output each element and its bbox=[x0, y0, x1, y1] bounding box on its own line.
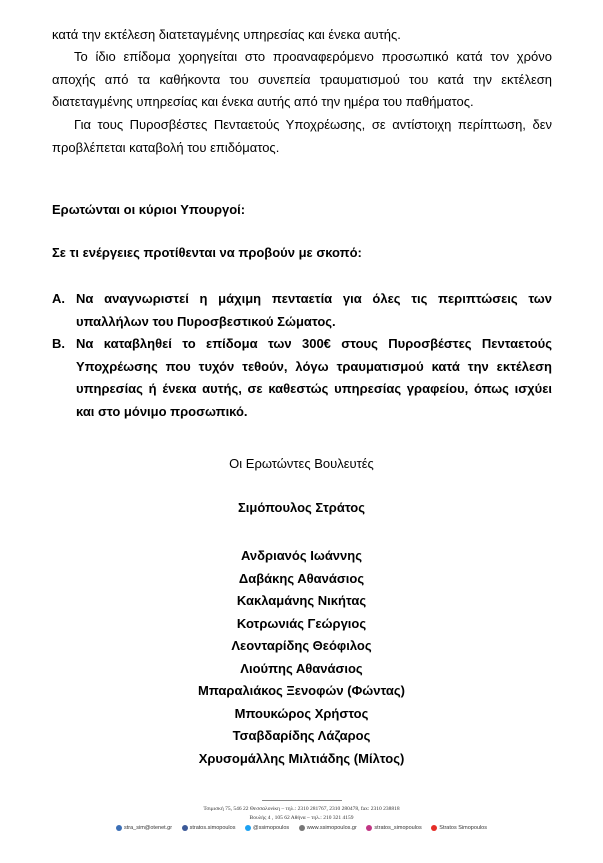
signatory-name: Μπαραλιάκος Ξενοφών (Φώντας) bbox=[198, 683, 405, 698]
signatory-name: Χρυσομάλλης Μιλτιάδης (Μίλτος) bbox=[198, 750, 405, 766]
footer-email-label: stra_sim@otenet.gr bbox=[124, 825, 173, 832]
paragraph-3: Για τους Πυροσβέστες Πενταετούς Υποχρέωσης, σε αντίστοιχη περίπτωση, δεν προβλέπεται καταβολή του επιδόματος. bbox=[52, 117, 552, 155]
footer-address-thessaloniki: Τσιμισκή 75, 546 22 Θεσσαλονίκη – τηλ.: 2310 281767, 2310 280478, fax: 2310 238818 bbox=[203, 806, 400, 812]
footer-address-athens: Βουλής 4 , 105 62 Αθήνα – τηλ.: 210 321 4159 bbox=[249, 815, 354, 821]
footer-instagram-link[interactable] bbox=[366, 825, 421, 831]
facebook-icon bbox=[182, 825, 188, 831]
footer-divider bbox=[262, 800, 342, 801]
youtube-icon bbox=[431, 825, 437, 831]
list-item bbox=[52, 288, 552, 333]
list-item bbox=[52, 333, 552, 423]
questions-heading: Ερωτώνται οι κύριοι Υπουργοί: bbox=[52, 202, 246, 217]
footer-twitter-link[interactable] bbox=[245, 825, 289, 831]
signatories-list bbox=[0, 545, 603, 770]
footer-twitter-label: @ssimopoulos bbox=[253, 825, 290, 832]
signatory-name: Ανδριανός Ιωάννης bbox=[241, 548, 362, 563]
web-icon bbox=[299, 825, 305, 831]
footer-email-link[interactable] bbox=[116, 825, 172, 831]
footer-website-label: www.ssimopoulos.gr bbox=[306, 825, 357, 832]
list-item-text: Να καταβληθεί το επίδομα των 300€ στους Πυροσβέστες Πενταετούς Υποχρέωσης που τυχόν τεθούν, λόγω τραυματισμού κατά την εκτέλεση υπηρεσίας ή ένεκα αυτής, σε καθεστώς υπηρεσίας γραφείου, όπως ισχύει και στο μόνιμο προσωπικό. bbox=[76, 336, 552, 419]
signatory-name: Κοτρωνιάς Γεώργιος bbox=[236, 615, 367, 631]
footer-website-link[interactable] bbox=[299, 825, 357, 831]
footer-youtube-link[interactable] bbox=[431, 825, 487, 831]
signatory-name: Λεονταρίδης Θεόφιλος bbox=[231, 638, 372, 653]
footer-facebook-label: stratos.simopoulos bbox=[189, 825, 236, 832]
list-marker: B. bbox=[52, 336, 65, 351]
list-item-text: Να αναγνωριστεί η μάχιμη πενταετία για όλες τις περιπτώσεις των υπαλλήλων του Πυροσβεστικού Σώματος. bbox=[76, 291, 552, 329]
signatory-name: Δαβάκης Αθανάσιος bbox=[238, 570, 365, 586]
signatory-name: Τσαβδαρίδης Λάζαρος bbox=[232, 728, 371, 743]
signatories-title: Οι Ερωτώντες Βουλευτές bbox=[229, 456, 374, 471]
twitter-icon bbox=[245, 825, 251, 831]
signatory-name: Λιούπης Αθανάσιος bbox=[240, 660, 363, 676]
footer-social-links bbox=[0, 825, 603, 831]
instagram-icon bbox=[366, 825, 372, 831]
signatory-name: Μπουκώρος Χρήστος bbox=[234, 705, 369, 721]
footer-facebook-link[interactable] bbox=[182, 825, 236, 831]
email-icon bbox=[116, 825, 122, 831]
list-marker: A. bbox=[52, 291, 65, 306]
questions-subheading: Σε τι ενέργειες προτίθενται να προβούν με σκοπό: bbox=[52, 245, 362, 260]
footer-youtube-label: Stratos Simopoulos bbox=[439, 825, 487, 832]
lead-signatory: Σιμόπουλος Στράτος bbox=[238, 500, 365, 515]
signatory-name: Κακλαμάνης Νικήτας bbox=[236, 593, 367, 608]
footer-instagram-label: stratos_simopoulos bbox=[374, 825, 422, 832]
paragraph-1: κατά την εκτέλεση διατεταγμένης υπηρεσίας και ένεκα αυτής. bbox=[52, 27, 401, 42]
paragraph-2: Το ίδιο επίδομα χορηγείται στο προαναφερόμενο προσωπικό κατά τον χρόνο αποχής από τα καθήκοντα του συνεπεία τραυματισμού του κατά την εκτέλεση διατεταγμένης υπηρεσίας και ένεκα αυτής από την ημέρα του παθήματος. bbox=[52, 49, 552, 109]
